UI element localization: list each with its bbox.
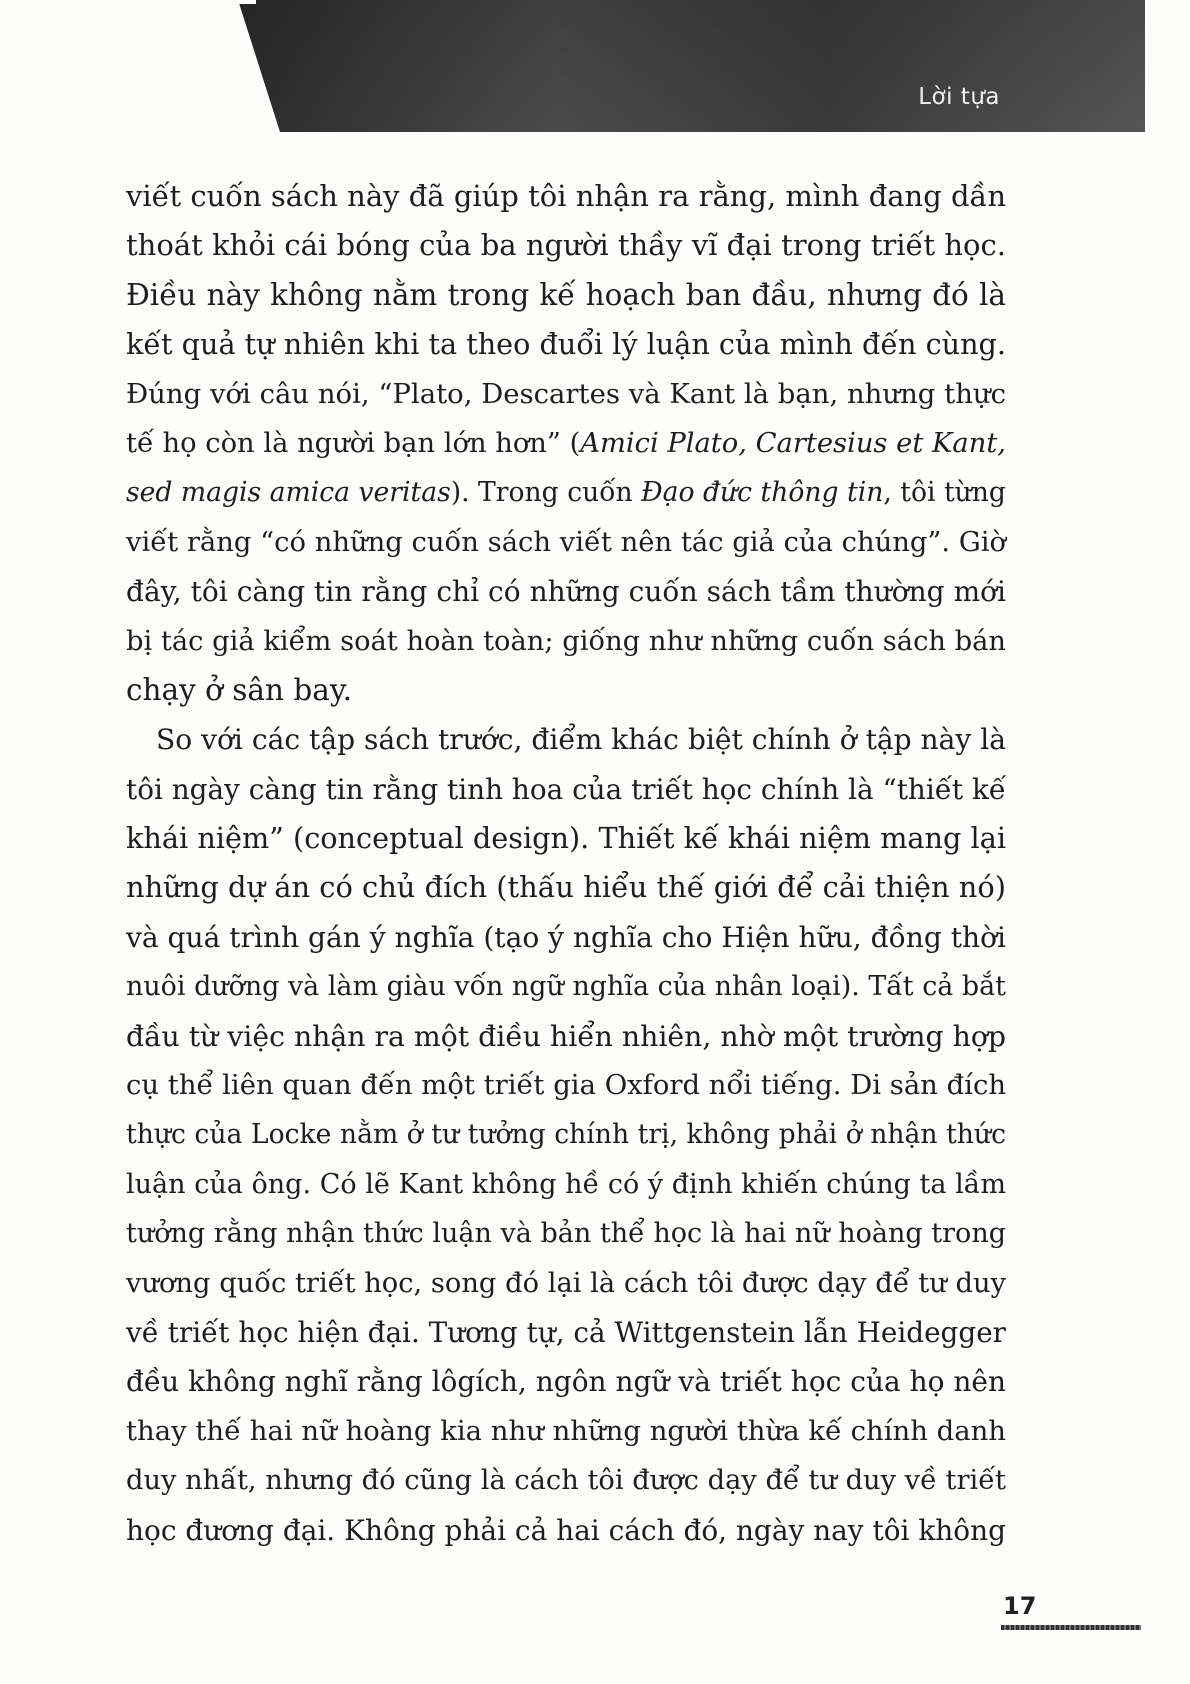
text-run: viết cuốn sách này đã giúp tôi nhận ra rằng, mình đang dần [126, 179, 1006, 213]
text-run: , tôi từng [883, 477, 1006, 509]
text-line [126, 1357, 1006, 1406]
text-line [126, 863, 1006, 912]
text-line [126, 1407, 1006, 1456]
text-line [126, 1061, 1006, 1110]
text-line [126, 913, 1006, 962]
body-text [126, 172, 1006, 1555]
text-run: khái niệm” (conceptual design). Thiết kế khái niệm mang lại [126, 821, 1006, 856]
text-line [126, 1160, 1006, 1209]
italic-text: Amici Plato, Cartesius et Kant, [580, 427, 1006, 459]
text-line [126, 221, 1006, 270]
text-line [126, 1259, 1006, 1308]
text-line [126, 370, 1006, 419]
page-number: 17 [1003, 1592, 1037, 1620]
paragraph [126, 172, 1006, 715]
footer-rule [1001, 1625, 1141, 1630]
text-run: chạy ở sân bay. [126, 672, 352, 707]
text-line [126, 962, 1006, 1011]
text-line [126, 320, 1006, 369]
text-run: thực của Locke nằm ở tư tưởng chính trị, không phải ở nhận thức [126, 1119, 1006, 1151]
text-run: Điều này không nằm trong kế hoạch ban đầu, nhưng đó là [126, 277, 1006, 312]
text-run: tế họ còn là người bạn lớn hơn” ( [126, 427, 581, 459]
text-line [126, 814, 1006, 863]
text-line [126, 715, 1006, 764]
text-run: đều không nghĩ rằng lôgích, ngôn ngữ và triết học của họ nên [126, 1365, 1006, 1399]
italic-text: sed magis amica veritas [126, 477, 451, 509]
text-run: những dự án có chủ đích (thấu hiểu thế giới để cải thiện nó) [126, 870, 1006, 905]
text-line [126, 271, 1006, 320]
text-run: Đúng với câu nói, “Plato, Descartes và Kant là bạn, nhưng thực [126, 377, 1006, 410]
text-run: đầu từ việc nhận ra một điều hiển nhiên, nhờ một trường hợp [126, 1019, 1006, 1053]
italic-text: Đạo đức thông tin [641, 477, 884, 509]
text-line [126, 666, 1006, 715]
text-line [126, 567, 1006, 616]
paragraph [126, 715, 1006, 1555]
text-run: duy nhất, nhưng đó cũng là cách tôi được dạy để tư duy về triết [126, 1465, 1006, 1497]
text-run: tưởng rằng nhận thức luận và bản thể học là hai nữ hoàng trong [126, 1218, 1006, 1250]
text-run: vương quốc triết học, song đó lại là cách tôi được dạy để tư duy [126, 1267, 1006, 1299]
text-run: học đương đại. Không phải cả hai cách đó, ngày nay tôi không [126, 1513, 1006, 1547]
text-run: tôi ngày càng tin rằng tinh hoa của triết học chính là “thiết kế [126, 772, 1006, 806]
text-line [126, 617, 1006, 666]
text-line [126, 419, 1006, 468]
running-title: Lời tựa [918, 84, 1000, 110]
text-run: về triết học hiện đại. Tương tự, cả Wittgenstein lẫn Heidegger [126, 1315, 1006, 1349]
text-line [126, 1012, 1006, 1061]
text-line [126, 1506, 1006, 1555]
text-run: kết quả tự nhiên khi ta theo đuổi lý luận của mình đến cùng. [126, 327, 1006, 362]
text-run: cụ thể liên quan đến một triết gia Oxford nổi tiếng. Di sản đích [126, 1070, 1006, 1102]
text-run: bị tác giả kiểm soát hoàn toàn; giống như những cuốn sách bán [126, 625, 1006, 657]
header-band [0, 0, 1190, 136]
text-run: thay thế hai nữ hoàng kia như những người thừa kế chính danh [126, 1414, 1006, 1447]
text-run: nuôi dưỡng và làm giàu vốn ngữ nghĩa của nhân loại). Tất cả bắt [126, 971, 1006, 1003]
text-run: luận của ông. Có lẽ Kant không hề có ý định khiến chúng ta lầm [126, 1168, 1006, 1200]
text-line [126, 172, 1006, 221]
text-run: viết rằng “có những cuốn sách viết nên tác giả của chúng”. Giờ [126, 526, 1006, 558]
text-run: đây, tôi càng tin rằng chỉ có những cuốn sách tầm thường mới [126, 575, 1006, 609]
text-run: và quá trình gán ý nghĩa (tạo ý nghĩa cho Hiện hữu, đồng thời [126, 920, 1006, 954]
text-line [126, 1308, 1006, 1357]
text-line [126, 1110, 1006, 1159]
text-line [126, 765, 1006, 814]
text-run: So với các tập sách trước, điểm khác biệt chính ở tập này là [156, 723, 1006, 757]
text-line [126, 1209, 1006, 1258]
text-line [126, 1456, 1006, 1505]
text-line [126, 468, 1006, 517]
text-line [126, 518, 1006, 567]
text-run: thoát khỏi cái bóng của ba người thầy vĩ đại trong triết học. [126, 228, 1006, 263]
text-run: ). Trong cuốn [450, 477, 642, 509]
